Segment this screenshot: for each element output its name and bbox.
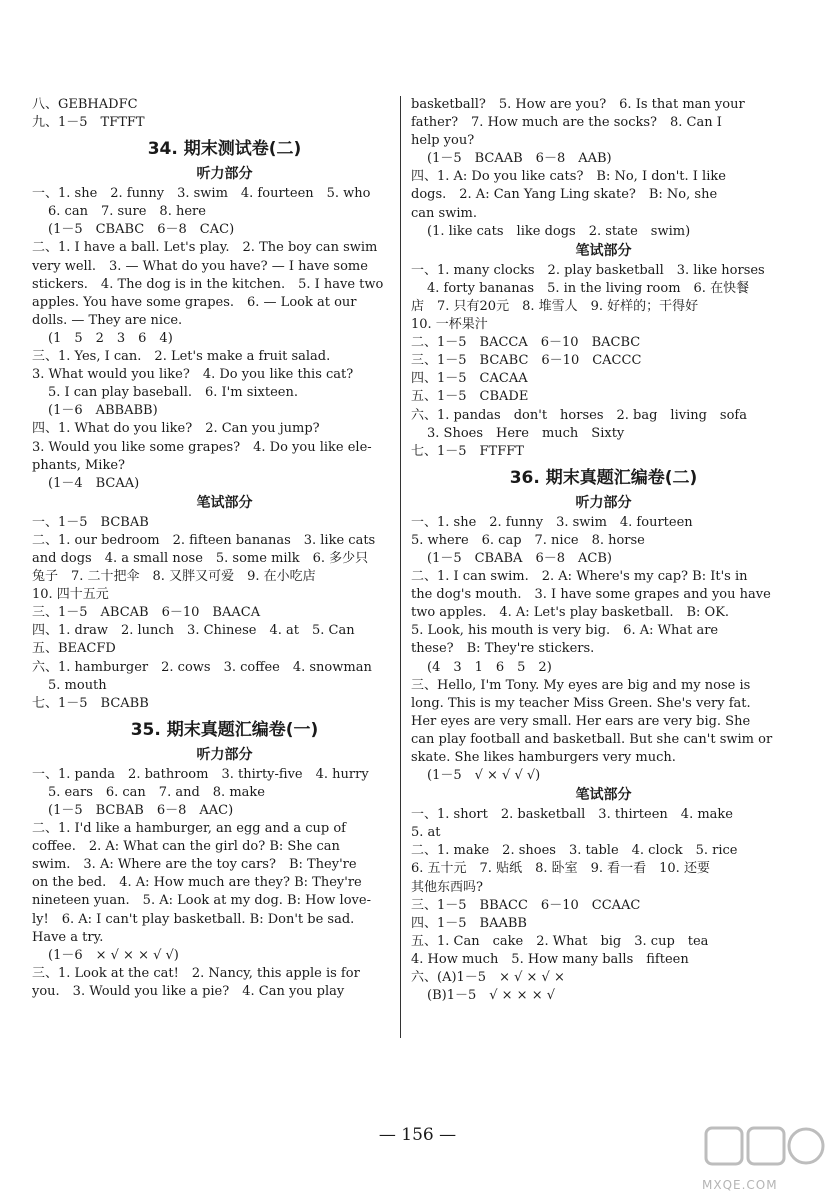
right-column [411,96,796,1005]
answer-line: 五、1－5 CBADE [411,389,529,405]
answer-line: long. This is my teacher Miss Green. She's very fat. [411,695,751,711]
answer-line: 一、1. short 2. basketball 3. thirteen 4. make [411,807,733,823]
answer-line: swim. 3. A: Where are the toy cars? B: They're [32,857,357,873]
left-column [32,96,417,1001]
answer-line: 二、1. I have a ball. Let's play. 2. The boy can swim [32,240,378,256]
answer-line: coffee. 2. A: What can the girl do? B: She can [32,839,340,855]
answer-line: father? 7. How much are the socks? 8. Can I [411,115,722,131]
answer-line: 八、GEBHADFC [32,97,138,112]
answer-line: 九、1－5 TFTFT [32,115,145,131]
column-divider [400,96,401,1038]
answer-line: 其他东西吗? [411,879,483,895]
answer-line: apples. You have some grapes. 6. — Look at our [32,294,357,310]
answer-line: 4. forty bananas 5. in the living room 6. 在快餐 [427,280,750,296]
answer-line: 三、1－5 BCABC 6－10 CACCC [411,353,642,369]
watermark-logo [702,1122,827,1192]
answer-line: 一、1－5 BCBAB [32,514,149,530]
answer-line: 5. I can play baseball. 6. I'm sixteen. [48,385,298,401]
answer-line: 六、(A)1－5 × √ × √ × [411,970,565,986]
answer-line: 店 7. 只有20元 8. 堆雪人 9. 好样的；干得好 [411,298,699,314]
answer-line: 四、1. What do you like? 2. Can you jump? [32,421,320,437]
answer-line: ly! 6. A: I can't play basketball. B: Don't be sad. [32,911,355,927]
answer-line: two apples. 4. A: Let's play basketball. B: OK. [411,605,730,621]
answer-line: (1－5 BCAAB 6－8 AAB) [427,151,612,167]
answer-line: 四、1. draw 2. lunch 3. Chinese 4. at 5. Can [32,623,355,639]
answer-line: 三、1－5 ABCAB 6－10 BAACA [32,605,261,621]
answer-line: 5. Look, his mouth is very big. 6. A: What are [411,623,719,639]
answer-line: 6. can 7. sure 8. here [48,204,206,220]
answer-line: 四、1－5 CACAA [411,371,528,387]
answer-line: 五、BEACFD [32,641,116,657]
answer-line: 二、1－5 BACCA 6－10 BACBC [411,335,641,351]
answer-line: (1－4 BCAA) [48,475,140,491]
answer-line: can play football and basketball. But she can't swim or [411,731,773,747]
answer-line: 二、1. I'd like a hamburger, an egg and a cup of [32,821,346,837]
answer-line: you. 3. Would you like a pie? 4. Can you play [32,983,345,999]
answer-line: 二、1. our bedroom 2. fifteen bananas 3. like cats [32,532,376,548]
answer-line: on the bed. 4. A: How much are they? B: They're [32,875,362,891]
answer-line: (1－5 CBABA 6－8 ACB) [427,550,612,566]
answer-line: 三、1. Yes, I can. 2. Let's make a fruit salad. [32,349,331,365]
answer-line: basketball? 5. How are you? 6. Is that man your [411,97,745,112]
answer-line: (1 5 2 3 6 4) [48,330,173,346]
answer-line: 兔子 7. 二十把伞 8. 又胖又可爱 9. 在小吃店 [32,569,316,585]
subsection-heading: 笔试部分 [196,494,253,511]
answer-line: skate. She likes hamburgers very much. [411,750,676,765]
answer-line: 一、1. she 2. funny 3. swim 4. fourteen [411,514,693,530]
answer-line: 一、1. many clocks 2. play basketball 3. like horses [411,262,765,278]
answer-line: dolls. — They are nice. [32,312,183,328]
answer-line: 七、1－5 FTFFT [411,443,524,459]
answer-line: 5. ears 6. can 7. and 8. make [48,784,265,800]
section-title: 34. 期末测试卷(二) [147,139,302,160]
answer-line: 5. mouth [48,677,107,693]
answer-line: 五、1. Can cake 2. What big 3. cup tea [411,933,709,949]
answer-line: these? B: They're stickers. [411,641,595,657]
answer-line: (B)1－5 √ × × × √ [427,988,556,1004]
answer-line: Have a try. [32,929,104,945]
answer-line: 5. where 6. cap 7. nice 8. horse [411,532,645,548]
answer-line: 10. 四十五元 [32,587,109,603]
section-title: 36. 期末真题汇编卷(二) [509,467,698,488]
answer-line: (1－5 BCBAB 6－8 AAC) [48,803,234,818]
subsection-heading: 听力部分 [196,166,253,183]
answer-line: 四、1. A: Do you like cats? B: No, I don't. I like [411,169,726,185]
answer-line: 六、1. pandas don't horses 2. bag living sofa [411,407,747,423]
answer-line: (1－6 × √ × × √ √) [48,947,179,963]
answer-line: 三、1－5 BBACC 6－10 CCAAC [411,897,641,913]
answer-line: 二、1. make 2. shoes 3. table 4. clock 5. rice [411,843,738,859]
subsection-heading: 听力部分 [196,746,253,763]
answer-line: 3. Shoes Here much Sixty [427,425,625,441]
answer-line: (1－6 ABBABB) [48,403,158,419]
answer-line: 三、Hello, I'm Tony. My eyes are big and my nose is [411,677,751,693]
section-title: 35. 期末真题汇编卷(一) [130,719,319,740]
answer-line: (1. like cats like dogs 2. state swim) [427,223,691,239]
answer-line: (1－5 √ × √ √ √) [427,768,541,784]
answer-line: stickers. 4. The dog is in the kitchen. 5. I have two [32,276,384,292]
answer-line: 10. 一杯果汁 [411,317,488,333]
answer-line: 二、1. I can swim. 2. A: Where's my cap? B: It's in [411,569,748,585]
subsection-heading: 听力部分 [575,494,632,511]
answer-line: 七、1－5 BCABB [32,695,149,711]
answer-line: 3. What would you like? 4. Do you like this cat? [32,367,354,383]
subsection-heading: 笔试部分 [575,242,632,259]
answer-line: (1－5 CBABC 6－8 CAC) [48,222,235,238]
answer-line: 三、1. Look at the cat! 2. Nancy, this apple is for [32,965,360,981]
answer-line: nineteen yuan. 5. A: Look at my dog. B: How love- [32,893,371,909]
answer-line: phants, Mike? [32,457,125,473]
answer-line: 一、1. she 2. funny 3. swim 4. fourteen 5. who [32,186,371,202]
answer-line: 4. How much 5. How many balls fifteen [411,951,689,967]
answer-line: 六、1. hamburger 2. cows 3. coffee 4. snowman [32,659,372,675]
answer-line: the dog's mouth. 3. I have some grapes and you have [411,587,771,603]
answer-line: 四、1－5 BAABB [411,915,527,931]
answer-line: Her eyes are very small. Her ears are very big. She [411,713,751,729]
subsection-heading: 笔试部分 [575,787,632,804]
watermark-text: MXQE.COM [702,1178,778,1192]
answer-line: (4 3 1 6 5 2) [427,659,552,675]
page-number: — 156 — [378,1125,457,1145]
watermark-icon [702,1122,827,1174]
answer-line: 一、1. panda 2. bathroom 3. thirty-five 4. hurry [32,766,369,782]
answer-line: dogs. 2. A: Can Yang Ling skate? B: No, she [411,187,718,203]
answer-line: help you? [411,133,475,149]
answer-line: 3. Would you like some grapes? 4. Do you like ele- [32,439,372,455]
answer-line: very well. 3. — What do you have? — I have some [32,258,368,274]
answer-line: and dogs 4. a small nose 5. some milk 6. 多少只 [32,550,369,566]
answer-line: can swim. [411,205,477,221]
answer-line: 5. at [411,825,441,841]
answer-line: 6. 五十元 7. 贴纸 8. 卧室 9. 看一看 10. 还要 [411,861,710,877]
